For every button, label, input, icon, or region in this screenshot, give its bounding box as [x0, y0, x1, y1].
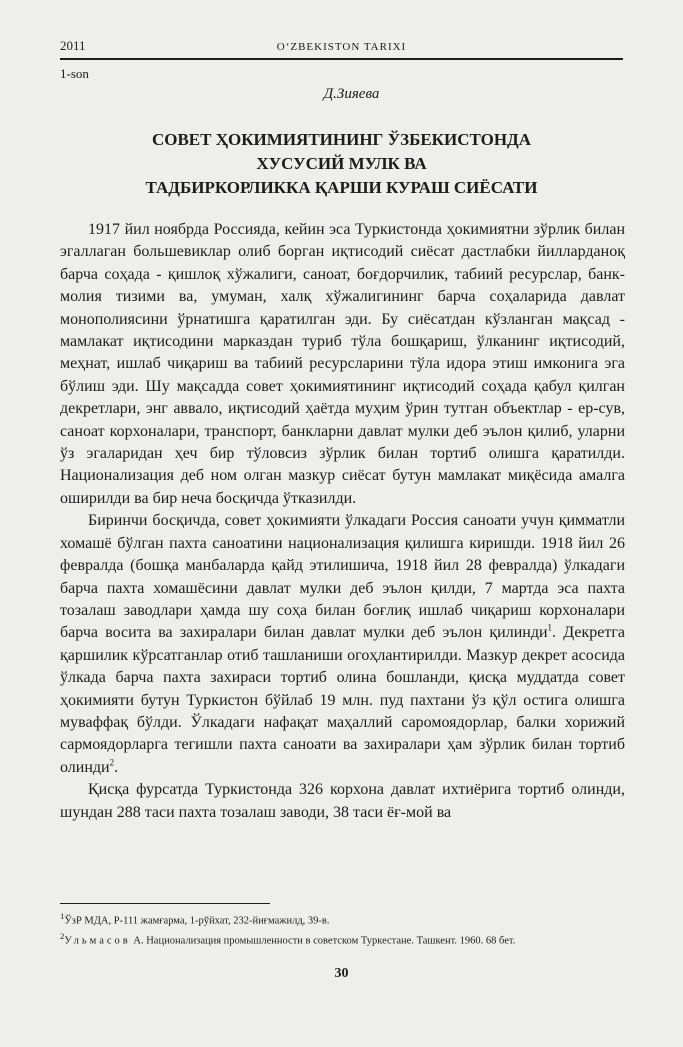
running-header — [60, 36, 623, 60]
footnote — [60, 909, 625, 929]
paragraph: Биринчи босқичда, совет ҳокимияти ўлкадаги Россия саноати учун қимматли хомашё бўлган пахта саноатини национализация қилишга киришди. 1918 йил 26 февралда (бошқа манбаларда қайд этилишича, 1918 йил 28 февралда) ўлкадаги барча пахта хомашёсини давлат мулки деб эълон қилди, 7 мартда эса пахта тозалаш заводлари ҳамда шу соҳа билан боғлиқ ишлаб чиқариш корхоналари барча восита ва захиралари билан давлат мулки деб эълон қилинди$^1$. Декретга қаршилик кўрсатганлар отиб ташланиши огоҳлантирилди. Мазкур декрет асосида ўлкада барча пахта захираси тортиб олина бошланди, қисқа муддатда совет ҳокимияти бутун Туркистон бўйлаб 19 млн. пуд пахтани ўз қўл остига олишга муваффақ бўлди. Ўлкадаги нафақат маҳаллий саромоядорлар, балки хорижий сармоядорларга тегишли пахта саноати ва захиралари ҳам зўрлик билан тортиб олинди$^2$. — [60, 512, 625, 776]
footnote — [60, 929, 625, 949]
footnote-mark: 1 — [60, 911, 65, 921]
footnote-author: Ульмасов — [64, 935, 131, 946]
footnote-text: ЎзР МДА, Р-111 жамғарма, 1-рўйхат, 232-йиғмажилд, 39-в. — [64, 915, 330, 927]
header-year: 2011 — [60, 38, 86, 53]
header-journal-title: O‘ZBEKISTON TARIXI — [276, 41, 407, 53]
article-body — [60, 219, 625, 824]
footnote-mark: 2 — [60, 930, 65, 941]
footnote-rule — [60, 903, 270, 904]
paragraph-text: . Декретга қаршилик кўрсатганлар отиб ташланиши огоҳлантирилди. Мазкур декрет асосида ўлкада барча пахта захираси тортиб олина бошланди, қисқа муддатда совет ҳокимияти бутун Туркистон бўйлаб 19 млн. пуд пахтани ўз қўл остига олишга муваффақ бўлди. Ўлкадаги нафақат маҳаллий саромоядорлар, балки хорижий сармоядорларга тегишли пахта саноати ва захиралари ҳам зўрлик билан тортиб олинди — [60, 624, 625, 776]
footnotes — [60, 909, 625, 948]
header-rule — [60, 58, 623, 60]
title-line: ТАДБИРКОРЛИККА ҚАРШИ КУРАШ СИЁСАТИ — [145, 178, 538, 197]
article-author: Д.Зияева — [323, 86, 380, 102]
paragraph: Қисқа фурсатда Туркистонда 326 корхона давлат ихтиёрига тортиб олинди, шундан 288 таси пахта тозалаш заводи, 38 таси ёғ-мой ва — [60, 781, 625, 821]
page-number: 30 — [334, 966, 349, 981]
title-line: СОВЕТ ҲОКИМИЯТИНИНГ ЎЗБЕКИСТОНДА — [151, 130, 532, 149]
header-issue: 1-son — [60, 66, 89, 81]
footnote-ref: 1 — [547, 622, 553, 633]
article-title — [80, 128, 603, 200]
footnote-text: А. Национализация промышленности в советском Туркестане. Ташкент. 1960. 68 бет. — [130, 935, 516, 946]
paragraph: 1917 йил ноябрда Россияда, кейин эса Туркистонда ҳокимиятни зўрлик билан эгаллаган большевиклар олиб борган иқтисодий сиёсат дастлабки йилларданоқ барча соҳада - қишлоқ хўжалиги, саноат, боғдорчилик, табиий ресурслар, банк-молия тизими ва, умуман, халқ хўжалигининг барча соҳаларида давлат монополиясини ўрнатишга қаратилган эди. Бу сиёсатдан кўзланган мақсад - мамлакат иқтисодини марказдан туриб тўла бошқариш, ўлканинг иқтисодий, меҳнат, ишлаб чиқариш ва табиий ресурсларини тўла идора этиш имконига эга бўлиш эди. Шу мақсадда совет ҳокимиятининг иқтисодий соҳада қабул қилган декретлари, энг аввало, иқтисодий ҳаётда муҳим ўрин тутган объектлар - ер-сув, саноат корхоналари, транспорт, банкларни давлат мулки деб эълон қилиб, уларни ўз эгаларидан ҳеч бир тўловсиз зўрлик билан тортиб олишга қаратилди. Национализация деб ном олган мазкур сиёсат бутун мамлакат миқёсида амалга оширилди ва бир неча босқичда ўтказилди. — [60, 221, 625, 507]
footnote-ref: 2 — [109, 757, 115, 768]
paragraph-text: Биринчи босқичда, совет ҳокимияти ўлкадаги Россия саноати учун қимматли хомашё бўлган пахта саноатини национализация қилишга киришди. 1918 йил 26 февралда (бошқа манбаларда қайд этилишича, 1918 йил 28 февралда) ўлкадаги барча пахта хомашёсини давлат мулки деб эълон қилди, 7 мартда эса пахта тозалаш заводлари ҳамда шу соҳа билан боғлиқ ишлаб чиқариш корхоналари барча восита ва захиралари билан давлат мулки деб эълон қилинди — [60, 512, 625, 642]
title-line: ХУСУСИЙ МУЛК ВА — [256, 154, 427, 173]
